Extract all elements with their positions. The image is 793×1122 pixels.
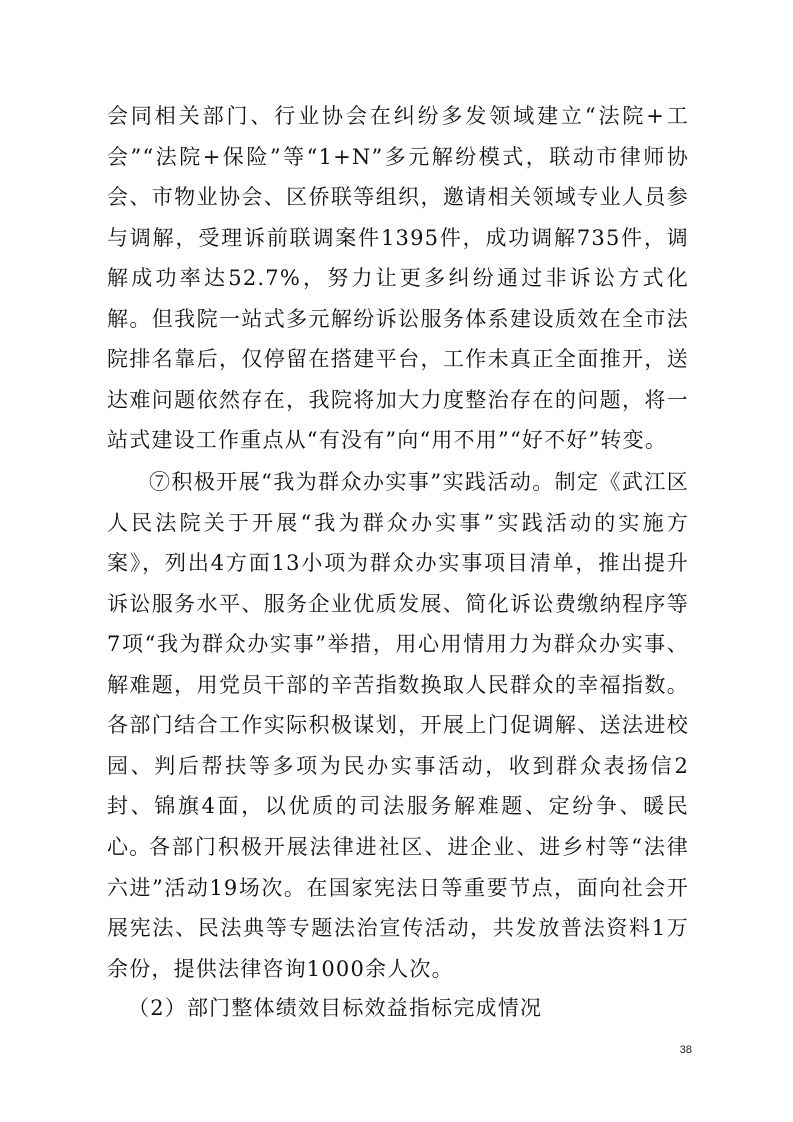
page-number: 38 (679, 1044, 692, 1056)
paragraph-mediation-model: 会同相关部门、行业协会在纠纷多发领域建立“法院+工会”“法院+保险”等“1+N”多元解纷模式，联动市律师协会、市物业协会、区侨联等组织，邀请相关领域专业人员参与调解，受理诉前联调案件1395件，成功调解735件，调解成功率达52.7%，努力让更多纠纷通过非诉讼方式化解。但我院一站式多元解纷诉讼服务体系建设质效在全市法院排名靠后，仅停留在搭建平台，工作未真正全面推开，送达难问题依然存在，我院将加大力度整治存在的问题，将一站式建设工作重点从“有没有”向“用不用”“好不好”转变。 (107, 104, 689, 452)
section-heading-performance-indicators: （2）部门整体绩效目标效益指标完成情况 (128, 996, 543, 1020)
paragraph-practical-activities: ⑦积极开展“我为群众办实事”实践活动。制定《武江区人民法院关于开展“我为群众办实事”实践活动的实施方案》，列出4方面13小项为群众办实事项目清单，推出提升诉讼服务水平、服务企业优质发展、简化诉讼费缴纳程序等7项“我为群众办实事”举措，用心用情用力为群众办实事、解难题，用党员干部的辛苦指数换取人民群众的幸福指数。各部门结合工作实际积极谋划，开展上门促调解、送法进校园、判后帮扶等多项为民办实事活动，收到群众表扬信2封、锦旗4面，以优质的司法服务解难题、定纷争、暖民心。 (107, 470, 689, 859)
paragraph-legal-outreach: 各部门积极开展法律进社区、进企业、进乡村等“法律六进”活动19场次。在国家宪法日等重要节点，面向社会开展宪法、民法典等专题法治宣传活动，共发放普法资料1万余份，提供法律咨询1000余人次。 (107, 835, 689, 981)
